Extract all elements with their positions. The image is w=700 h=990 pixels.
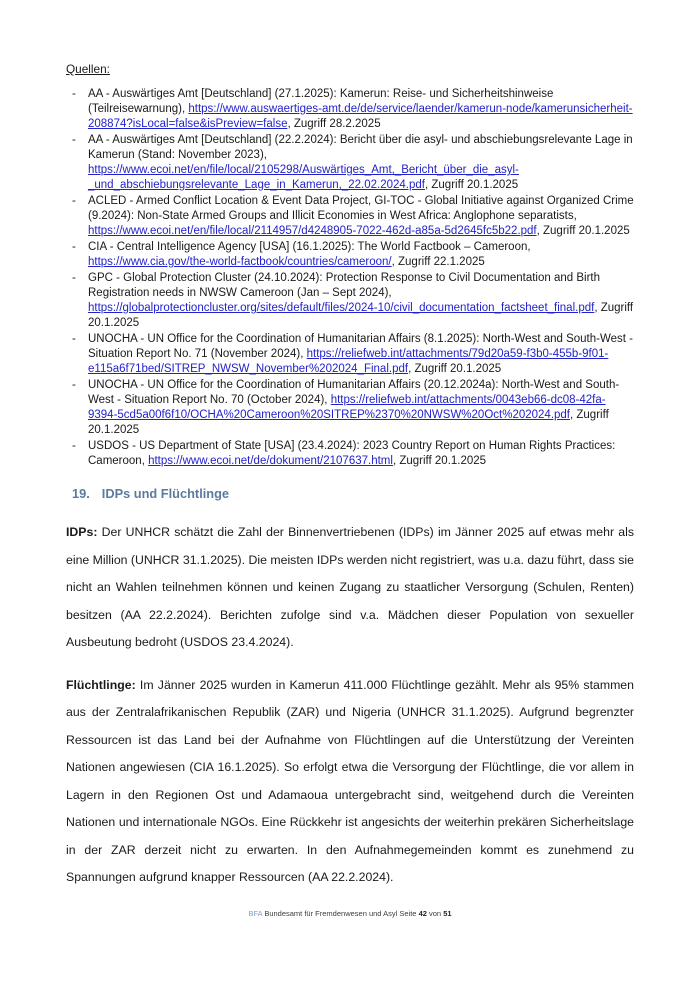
- source-text: , Zugriff 20.1.2025: [392, 455, 487, 467]
- footer-text: Bundesamt für Fremdenwesen und Asyl Seite: [262, 909, 419, 918]
- source-text: AA - Auswärtiges Amt [Deutschland] (22.2.2024): Bericht über die asyl- und abschiebungsrelevante Lage in Kamerun (Stand: November 2023),: [88, 134, 633, 161]
- source-item: [70, 439, 634, 469]
- source-text: , Zugriff 28.2.2025: [287, 118, 381, 130]
- section-number: 19.: [72, 486, 90, 501]
- paragraph-refugees: [66, 672, 634, 892]
- source-text: USDOS - US Department of State [USA] (23.4.2024): 2023 Country Report on Human Rights Practices: Cameroon,: [88, 440, 616, 467]
- source-text: GPC - Global Protection Cluster (24.10.2024): Protection Response to Civil Documentation and Birth Registration needs in NWSW Cameroon (Jan – Sept 2024),: [88, 272, 601, 299]
- sources-heading: Quellen:: [66, 62, 110, 76]
- source-text: AA - Auswärtiges Amt [Deutschland] (27.1.2025): Kamerun: Reise- und Sicherheitshinweise (Teilreisewarnung),: [88, 88, 554, 115]
- source-item: [70, 87, 634, 132]
- source-item: [70, 133, 634, 193]
- source-item: [70, 332, 634, 377]
- source-item: [70, 194, 634, 239]
- source-text: UNOCHA - UN Office for the Coordination of Humanitarian Affairs (20.12.2024a): North-West and South-West - Situation Report No. 70 (October 2024),: [88, 379, 620, 406]
- source-text: , Zugriff 20.1.2025: [88, 302, 634, 329]
- section-title: IDPs und Flüchtlinge: [101, 486, 230, 501]
- footer-page-number: 42: [418, 909, 427, 918]
- bfa-logo: BFA: [248, 909, 263, 918]
- footer-page-total: 51: [443, 909, 452, 918]
- paragraph-idps-lead: IDPs:: [66, 525, 98, 539]
- page-footer: [0, 909, 700, 918]
- source-item: [70, 240, 634, 270]
- footer-von-label: von: [426, 909, 444, 918]
- source-link[interactable]: https://globalprotectioncluster.org/sites/default/files/2024-10/civil_documentation_factsheet_final.pdf: [88, 302, 595, 314]
- paragraph-idps: [66, 519, 634, 657]
- source-text: ACLED - Armed Conflict Location & Event Data Project, GI-TOC - Global Initiative against Organized Crime (9.2024): Non-State Armed Groups and Illicit Economies in West Africa: Anglophone separatists,: [88, 195, 634, 222]
- paragraph-idps-text: Der UNHCR schätzt die Zahl der Binnenvertriebenen (IDPs) im Jänner 2025 auf etwas mehr als eine Million (UNHCR 31.1.2025). Die meisten IDPs werden nicht registriert, was u.a. dazu führt, dass sie nicht an Wahlen teilnehmen können und keinen Zugang zu staatlicher Versorgung (Schulen, Renten) besitzen (AA 22.2.2024). Berichten zufolge sind v.a. Mädchen dieser Population von sexueller Ausbeutung bedroht (USDOS 23.4.2024).: [66, 525, 634, 649]
- sources-list: [70, 87, 634, 469]
- paragraph-refugees-text: Im Jänner 2025 wurden in Kamerun 411.000 Flüchtlinge gezählt. Mehr als 95% stammen aus der Zentralafrikanischen Republik (ZAR) und Nigeria (UNHCR 31.1.2025). Aufgrund begrenzter Ressourcen ist das Land bei der Aufnahme von Flüchtlingen auf die Unterstützung der Vereinten Nationen angewiesen (CIA 16.1.2025). So erfolgt etwa die Versorgung der Flüchtlinge, die vor allem in Lagern in den Regionen Ost und Adamaoua untergebracht sind, weitgehend durch die Vereinten Nationen und internationale NGOs. Eine Rückkehr ist angesichts der weiterhin prekären Sicherheitslage in der ZAR derzeit nicht zu erwarten. In den Aufnahmegemeinden kommt es zunehmend zu Spannungen aufgrund knapper Ressourcen (AA 22.2.2024).: [66, 677, 634, 884]
- paragraph-refugees-lead: Flüchtlinge:: [66, 677, 136, 692]
- source-text: , Zugriff 20.1.2025: [536, 225, 630, 237]
- source-link[interactable]: https://www.cia.gov/the-world-factbook/countries/cameroon/: [88, 256, 392, 268]
- source-link[interactable]: https://reliefweb.int/attachments/79d20a59-f3b0-455b-9f01-e115a6f71bed/SITREP_NWSW_November%202024_Final.pdf: [88, 348, 609, 375]
- source-link[interactable]: https://www.auswaertiges-amt.de/de/service/laender/kamerun-node/kamerunsicherheit-208874?isLocal=false&isPreview=false: [88, 103, 633, 130]
- source-text: , Zugriff 20.1.2025: [408, 363, 502, 375]
- source-text: , Zugriff 22.1.2025: [391, 256, 485, 268]
- source-text: , Zugriff 20.1.2025: [88, 409, 609, 436]
- source-item: [70, 378, 634, 438]
- source-text: CIA - Central Intelligence Agency [USA] (16.1.2025): The World Factbook – Cameroon,: [88, 241, 531, 253]
- source-link[interactable]: https://www.ecoi.net/en/file/local/2105298/Auswärtiges_Amt,_Bericht_über_die_asyl-_und_abschiebungsrelevante_Lage_in_Kamerun,_22.02.2024.pdf: [88, 164, 519, 191]
- source-link[interactable]: https://reliefweb.int/attachments/0043eb66-dc08-42fa-9394-5cd5a00f6f10/OCHA%20Cameroon%20SITREP%2370%20NWSW%20Oct%202024.pdf: [88, 394, 606, 421]
- source-text: UNOCHA - UN Office for the Coordination of Humanitarian Affairs (8.1.2025): North-West and South-West - Situation Report No. 71 (November 2024),: [88, 333, 633, 360]
- source-text: , Zugriff 20.1.2025: [424, 179, 519, 191]
- source-link[interactable]: https://www.ecoi.net/en/file/local/2114957/d4248905-7022-462d-a85a-5d2645fc5b22.pdf: [88, 225, 537, 237]
- source-item: [70, 271, 634, 331]
- source-link[interactable]: https://www.ecoi.net/de/dokument/2107637.html: [148, 455, 393, 467]
- section-heading: [72, 486, 634, 501]
